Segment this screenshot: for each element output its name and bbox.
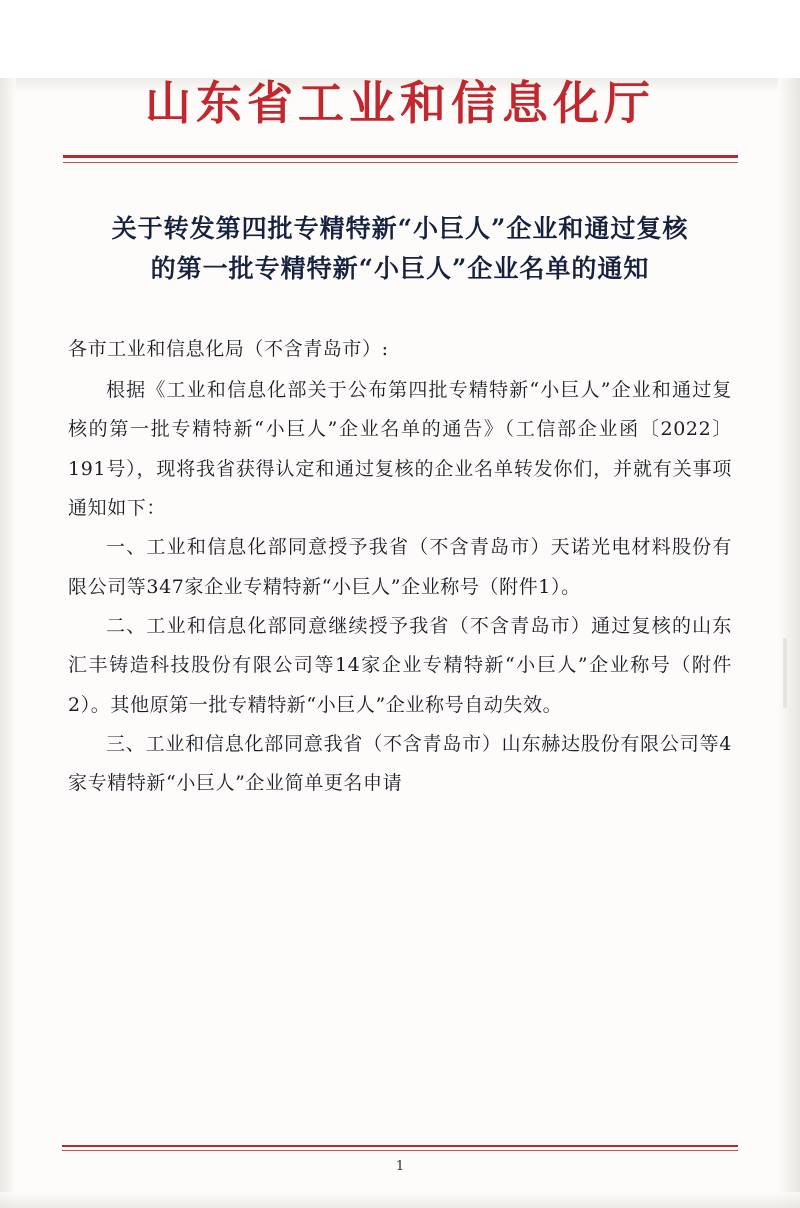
footer-divider-secondary	[62, 1150, 738, 1151]
footer-divider	[62, 1145, 738, 1147]
paragraph-1: 根据《工业和信息化部关于公布第四批专精特新“小巨人”企业和通过复核的第一批专精特新“小巨人”企业名单的通告》（工信部企业函〔2022〕191号），现将我省获得认定和通过复核的企业名单转发你们，并就有关事项通知如下：	[68, 378, 732, 519]
issuing-authority-title: 山东省工业和信息化厅	[145, 76, 655, 130]
paragraph-4: 三、工业和信息化部同意我省（不含青岛市）山东赫达股份有限公司等4家专精特新“小巨人”企业简单更名申请	[68, 732, 732, 795]
document-body	[62, 330, 738, 804]
paragraph-3: 二、工业和信息化部同意继续授予我省（不含青岛市）通过复核的山东汇丰铸造科技股份有限公司等14家企业专精特新“小巨人”企业称号（附件2）。其他原第一批专精特新“小巨人”企业称号自动失效。	[68, 614, 732, 716]
masthead	[62, 78, 738, 129]
page-number: 1	[395, 1159, 405, 1174]
masthead-divider-secondary	[63, 162, 738, 163]
page-footer	[62, 1145, 738, 1174]
document-content	[0, 78, 800, 804]
document-page	[0, 78, 800, 1208]
page-title: 关于转发第四批专精特新“小巨人”企业和通过复核的第一批专精特新“小巨人”企业名单的通知	[111, 213, 689, 284]
scan-edge-bottom	[0, 1192, 800, 1208]
masthead-divider	[63, 155, 738, 158]
salutation: 各市工业和信息化局（不含青岛市）:	[68, 337, 389, 360]
paragraph-2: 一、工业和信息化部同意授予我省（不含青岛市）天诺光电材料股份有限公司等347家企业专精特新“小巨人”企业称号（附件1）。	[68, 536, 732, 598]
